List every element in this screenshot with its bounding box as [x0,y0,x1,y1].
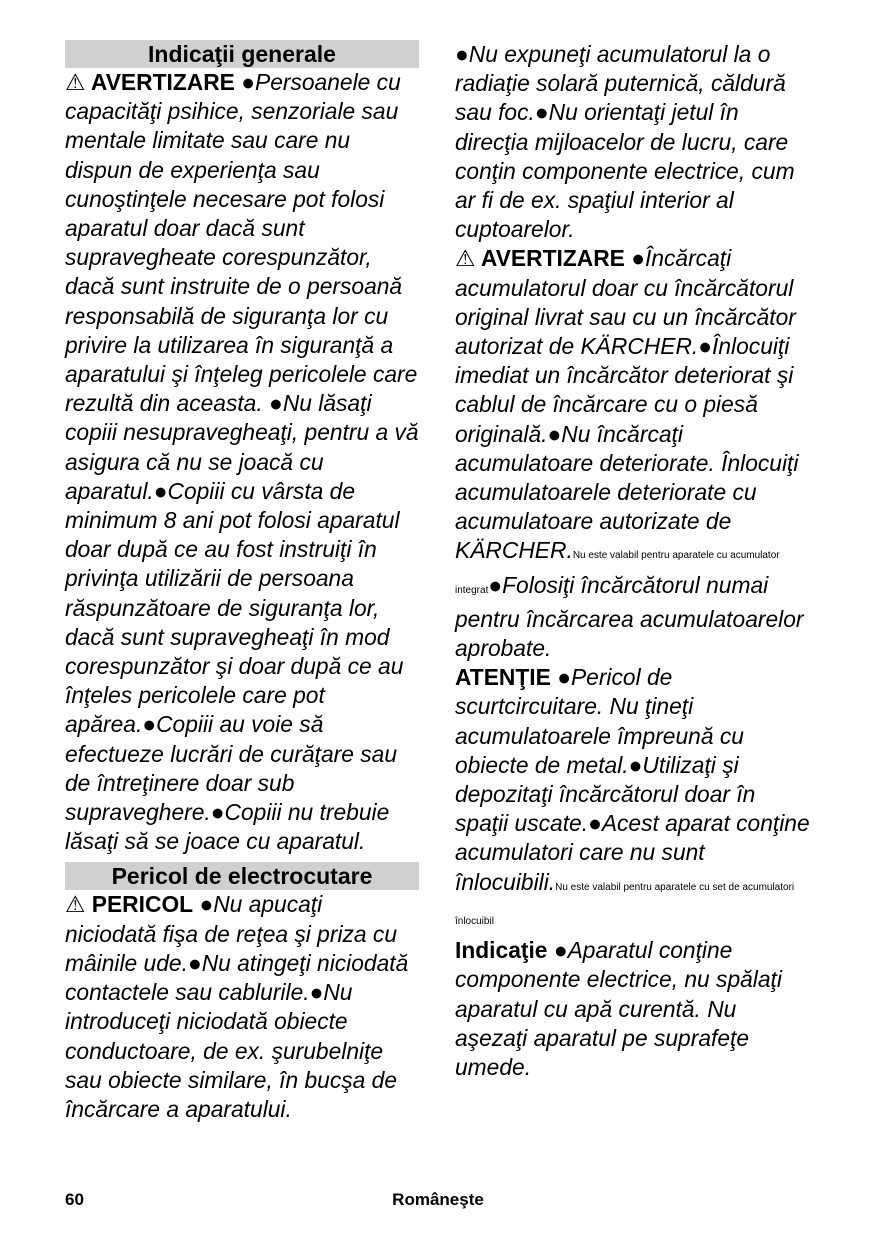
bullet-text: ●Nu lăsaţi copiii nesupravegheaţi, pentru a vă asigura că nu se joacă cu aparatul. [65,390,419,504]
bullet-text: ●Acest aparat conţine acumulatori care nu sunt înlocuibili. [455,810,810,895]
right-column [455,40,811,1082]
footer-language: Româneşte [392,1190,484,1209]
electrocution-danger-paragraph [65,890,419,1124]
page-number: 60 [65,1190,84,1209]
bullet-text: ●Persoanele cu capacităţi psihice, senzoriale sau mentale limitate sau care nu dispun de experienţa sau cunoştinţele necesare pot folosi aparatul doar dacă sunt supravegheate corespunzător, dacă sunt instruite de o persoană responsabilă de siguranţa lor cu privire la utilizarea în siguranţă a aparatului şi înţeleg pericolele care rezultă din aceasta. [65,69,418,417]
attention-paragraph [455,663,811,936]
bullet-text: ●Copiii cu vârsta de minimum 8 ani pot folosi aparatul doar după ce au fost instruiţi în privinţa utilizării de persoana răspunzătoare de siguranţa lor, dacă sunt supravegheaţi în mod corespunzător şi doar după ce au înţeles pericolele care pot apărea. [65,477,404,738]
footnote-text: Nu este valabil pentru aparatele cu set de acumulatori înlocuibil [455,881,795,927]
left-column [65,40,419,1124]
bullet-text: ●Folosiţi încărcătorul numai pentru încărcarea acumulatoarelor aprobate. [455,571,804,662]
notice-label: Indicaţie [455,937,548,964]
bullet-text: ●Copiii nu trebuie lăsaţi să se joace cu aparatul. [65,799,390,855]
bullet-text: ●Nu apucaţi niciodată fişa de reţea şi priza cu mâinile ude. [65,891,398,976]
bullet-text: ●Aparatul conţine componente electrice, nu spălaţi aparatul cu apă curentă. Nu aşezaţi aparatul pe suprafeţe umede. [455,937,782,1080]
bullet-text: ●Înlocuiţi imediat un încărcător deteriorat şi cablul de încărcare cu o piesă originală. [455,333,794,447]
bullet-text: ●Nu atingeţi niciodată contactele sau cablurile. [65,949,409,1006]
warning-label: ⚠ AVERTIZARE [65,69,235,95]
bullet-text: ●Nu introduceţi niciodată obiecte conductoare, de ex. şurubelniţe sau obiecte similare, în bucşa de încărcare a aparatului. [65,979,398,1122]
warning-label: ⚠ AVERTIZARE [455,245,625,272]
bullet-text: ●Nu orientaţi jetul în direcţia mijloacelor de lucru, care conţin componente electrice, cum ar fi de ex. spaţiul interior al cuptoarelor. [455,99,795,243]
notice-paragraph [455,936,811,1082]
battery-exposure-paragraph [455,40,811,244]
bullet-text: ●Nu încărcaţi acumulatoare deteriorate. Înlocuiţi acumulatoarele deteriorate cu acumulatoare autorizate de KÄRCHER. [455,420,799,564]
footnote-text: Nu este valabil pentru aparatele cu acumulator integrat [455,550,780,596]
bullet-text: ●Pericol de scurtcircuitare. Nu ţineţi acumulatoarele împreună cu obiecte de metal. [455,664,744,778]
bullet-text: ●Nu expuneţi acumulatorul la o radiaţie solară puternică, căldură sau foc. [455,41,786,126]
section-heading-general: Indicaţii generale [65,40,419,68]
bullet-text: ●Copiii au voie să efectueze lucrări de curăţare sau de întreţinere doar sub supraveghere. [65,711,398,826]
general-warning-paragraph [65,68,419,856]
section-heading-electrocution: Pericol de electrocutare [65,862,419,890]
bullet-text: ●Încărcaţi acumulatorul doar cu încărcătorul original livrat sau cu un încărcător autorizat de KÄRCHER. [455,245,796,360]
danger-label: ⚠ PERICOL [65,891,194,918]
attention-label: ATENŢIE [455,664,551,691]
bullet-text: ●Utilizaţi şi depozitaţi încărcătorul doar în spaţii uscate. [455,751,756,837]
charger-warning-paragraph [455,244,811,663]
